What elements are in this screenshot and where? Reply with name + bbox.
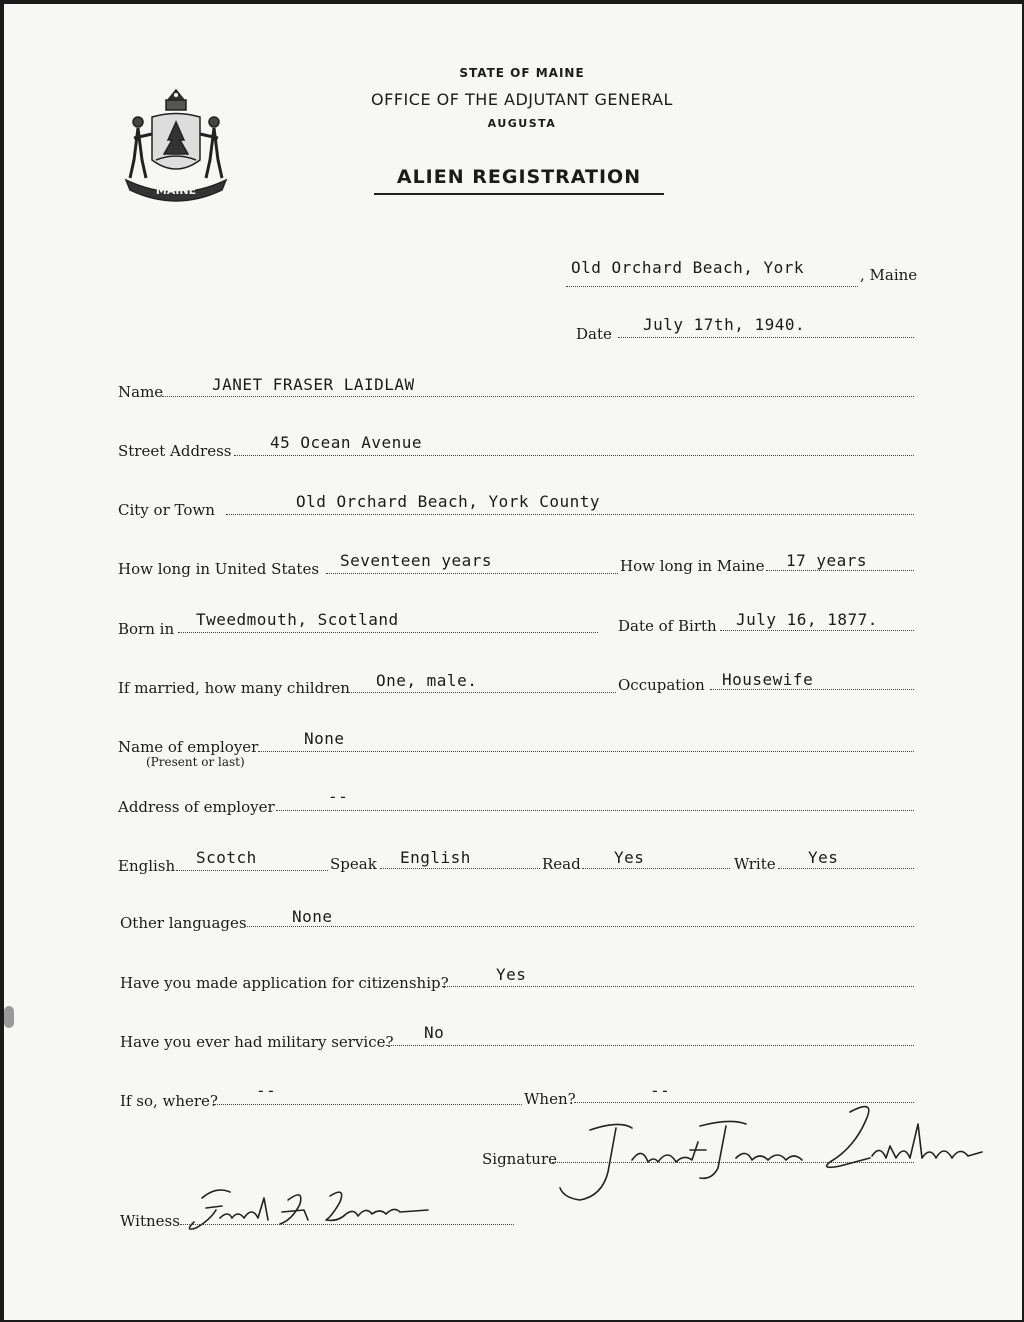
birth-date-label: Date of Birth [618,617,717,635]
us-duration-label: How long in United States [118,560,320,578]
where-line [214,1104,522,1105]
speak-value: English [400,848,471,867]
employer-label: Name of employer [118,738,259,756]
header-city: AUGUSTA [487,117,557,130]
english-value: Scotch [196,848,257,867]
employer-address-value: -- [328,787,349,806]
location-line [566,286,858,287]
name-line [162,396,914,397]
date-value: July 17th, 1940. [643,315,806,334]
other-languages-line [244,926,914,927]
read-value: Yes [614,848,645,867]
location-suffix: , Maine [860,266,918,284]
military-label: Have you ever had military service? [120,1033,394,1051]
date-label: Date [576,325,612,343]
birth-date-line [720,630,914,631]
witness-handwriting [176,1180,438,1240]
street-line [234,455,914,456]
when-value: -- [650,1081,671,1100]
other-languages-value: None [292,907,333,926]
when-label: When? [524,1090,576,1108]
name-value: JANET FRASER LAIDLAW [212,375,415,394]
speak-label: Speak [330,855,377,873]
seal-text: MAINE [155,184,197,197]
citizenship-line [442,986,914,987]
employer-address-line [276,810,914,811]
date-line [618,337,914,338]
born-in-value: Tweedmouth, Scotland [196,610,399,629]
header-state: STATE OF MAINE [459,66,585,80]
other-languages-label: Other languages [120,914,247,932]
read-label: Read [542,855,581,873]
maine-duration-value: 17 years [786,551,868,570]
street-value: 45 Ocean Avenue [270,433,422,452]
write-value: Yes [808,848,839,867]
maine-duration-line [766,570,914,571]
born-in-label: Born in [118,620,175,638]
children-line [348,692,616,693]
form-page [4,4,1022,1320]
signature-label: Signature [482,1150,558,1168]
header-office: OFFICE OF THE ADJUTANT GENERAL [371,90,673,109]
where-label: If so, where? [120,1092,218,1110]
occupation-value: Housewife [722,670,814,689]
maine-duration-label: How long in Maine [620,557,765,575]
military-line [386,1045,914,1046]
employer-line [258,751,914,752]
street-label: Street Address [118,442,232,460]
born-in-line [178,632,598,633]
speak-line [380,868,540,869]
english-line [176,870,328,871]
military-value: No [424,1023,445,1042]
read-line [582,868,730,869]
name-label: Name [118,383,164,401]
where-value: -- [256,1081,277,1100]
employer-address-label: Address of employer [118,798,275,816]
children-label: If married, how many children [118,679,350,697]
scan-artifact [4,1006,14,1028]
signature-handwriting [550,1100,996,1204]
employer-value: None [304,729,345,748]
occupation-label: Occupation [618,676,705,694]
employer-sublabel: (Present or last) [146,755,245,769]
city-label: City or Town [118,501,215,519]
write-line [778,868,914,869]
city-value: Old Orchard Beach, York County [296,492,600,511]
occupation-line [710,689,914,690]
children-value: One, male. [376,671,478,690]
birth-date-value: July 16, 1877. [736,610,878,629]
us-duration-line [326,573,618,574]
location-value: Old Orchard Beach, York [571,258,805,277]
english-label: English [118,857,176,875]
city-line [226,514,914,515]
citizenship-value: Yes [496,965,527,984]
us-duration-value: Seventeen years [340,551,492,570]
form-title: ALIEN REGISTRATION [374,166,664,195]
write-label: Write [734,855,776,873]
witness-label: Witness [120,1212,180,1230]
citizenship-label: Have you made application for citizenship? [120,974,449,992]
